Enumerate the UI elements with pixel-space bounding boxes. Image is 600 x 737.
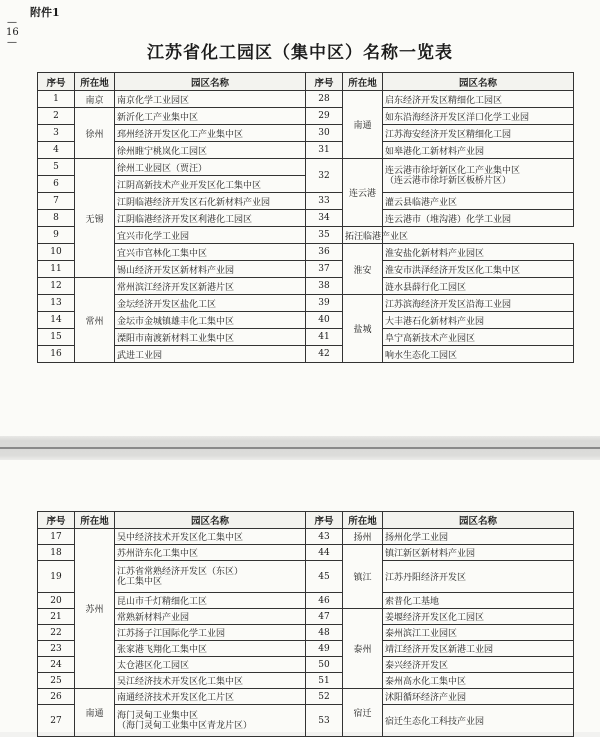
row-number: 41 bbox=[306, 329, 343, 346]
park-name: 镇江新区新材料产业园 bbox=[383, 545, 574, 561]
park-name: 江苏滨海经济开发区沿海工业园 bbox=[383, 295, 574, 312]
row-number: 46 bbox=[306, 593, 343, 609]
row-number: 6 bbox=[38, 176, 75, 193]
park-name: 大丰港石化新材料产业园 bbox=[383, 312, 574, 329]
row-number: 13 bbox=[38, 295, 75, 312]
header-park-name: 园区名称 bbox=[115, 512, 306, 529]
row-number: 42 bbox=[306, 346, 343, 363]
park-name: 靖江经济开发区新港工业园 bbox=[383, 641, 574, 657]
park-name: 宜兴市化学工业园 bbox=[115, 227, 306, 244]
table-header-row bbox=[38, 73, 574, 91]
row-number: 3 bbox=[38, 125, 75, 142]
park-name: 徐州工业园区（贾汪） bbox=[115, 159, 306, 176]
park-name: 常州滨江经济开发区新港片区 bbox=[115, 278, 306, 295]
row-number: 39 bbox=[306, 295, 343, 312]
park-name bbox=[115, 705, 306, 737]
row-number: 52 bbox=[306, 689, 343, 705]
table-row bbox=[38, 142, 574, 159]
location-cell: 徐州 bbox=[75, 108, 115, 159]
row-number: 12 bbox=[38, 278, 75, 295]
table-row bbox=[38, 193, 574, 210]
header-park-name: 园区名称 bbox=[383, 73, 574, 91]
row-number: 34 bbox=[306, 210, 343, 227]
page-separator-line bbox=[0, 447, 600, 449]
table-row bbox=[38, 159, 574, 176]
table-row bbox=[38, 705, 574, 721]
row-number: 18 bbox=[38, 545, 75, 561]
park-table-1 bbox=[37, 72, 574, 363]
row-number: 50 bbox=[306, 657, 343, 673]
row-number: 21 bbox=[38, 609, 75, 625]
row-number: 26 bbox=[38, 689, 75, 705]
row-number: 44 bbox=[306, 545, 343, 561]
table-row bbox=[38, 329, 574, 346]
row-number: 10 bbox=[38, 244, 75, 261]
row-number: 19 bbox=[38, 561, 75, 593]
park-table-2 bbox=[37, 511, 574, 737]
park-name: 如皋港化工新材料产业园 bbox=[383, 142, 574, 159]
park-name: 泰州高水化工集中区 bbox=[383, 673, 574, 689]
park-name bbox=[383, 159, 574, 193]
row-number: 43 bbox=[306, 529, 343, 545]
row-number: 17 bbox=[38, 529, 75, 545]
park-name: 阜宁高新技术产业园区 bbox=[383, 329, 574, 346]
header-location: 所在地 bbox=[75, 512, 115, 529]
table-row bbox=[38, 312, 574, 329]
park-name: 启东经济开发区精细化工园区 bbox=[383, 91, 574, 108]
location-cell: 连云港 bbox=[343, 159, 383, 227]
park-name: 索普化工基地 bbox=[383, 593, 574, 609]
attachment-label: 附件1 bbox=[30, 6, 60, 19]
park-name-line: （连云港市徐圩新区板桥片区） bbox=[385, 175, 512, 186]
park-name: 江苏丹阳经济开发区 bbox=[383, 561, 574, 593]
park-name: 邳州经济开发区化工产业集中区 bbox=[115, 125, 306, 142]
row-number: 45 bbox=[306, 561, 343, 593]
table-row bbox=[38, 108, 574, 125]
park-name: 吴江经济技术开发区化工集中区 bbox=[115, 673, 306, 689]
row-number: 4 bbox=[38, 142, 75, 159]
row-number: 48 bbox=[306, 625, 343, 641]
row-number: 36 bbox=[306, 244, 343, 261]
row-number: 49 bbox=[306, 641, 343, 657]
park-name: 昆山市千灯精细化工区 bbox=[115, 593, 306, 609]
header-no: 序号 bbox=[38, 73, 75, 91]
table-row bbox=[38, 244, 574, 261]
location-cell: 扬州 bbox=[343, 529, 383, 545]
park-name: 江阴高新技术产业开发区化工集中区 bbox=[115, 176, 306, 193]
park-name: 涟水县薛行化工园区 bbox=[383, 278, 574, 295]
row-number: 27 bbox=[38, 705, 75, 737]
park-name: 苏州浒东化工集中区 bbox=[115, 545, 306, 561]
row-number: 23 bbox=[38, 641, 75, 657]
location-cell: 苏州 bbox=[75, 529, 115, 689]
location-cell: 常州 bbox=[75, 278, 115, 363]
row-number: 37 bbox=[306, 261, 343, 278]
table-header-row bbox=[38, 512, 574, 529]
park-name-line: 连云港市徐圩新区化工产业集中区 bbox=[385, 165, 521, 176]
table-row bbox=[38, 278, 574, 295]
row-number: 32 bbox=[306, 159, 343, 193]
park-name bbox=[115, 561, 306, 593]
park-name: 江阴临港经济开发区利港化工园区 bbox=[115, 210, 306, 227]
location-cell: 无锡 bbox=[75, 159, 115, 278]
park-name: 如东沿海经济开发区洋口化学工业园 bbox=[383, 108, 574, 125]
table-row bbox=[38, 91, 574, 108]
location-cell: 泰州 bbox=[343, 609, 383, 689]
park-name: 南京化学工业园区 bbox=[115, 91, 306, 108]
location-cell: 淮安 bbox=[343, 244, 383, 295]
row-number: 51 bbox=[306, 673, 343, 689]
row-number: 14 bbox=[38, 312, 75, 329]
row-number: 25 bbox=[38, 673, 75, 689]
location-cell: 镇江 bbox=[343, 545, 383, 609]
park-name: 泰州滨江工业园区 bbox=[383, 625, 574, 641]
park-name: 泰兴经济开发区 bbox=[383, 657, 574, 673]
row-number: 31 bbox=[306, 142, 343, 159]
location-cell: 盐城 bbox=[343, 295, 383, 363]
header-location: 所在地 bbox=[343, 73, 383, 91]
table-row bbox=[38, 673, 574, 689]
table-row bbox=[38, 125, 574, 142]
park-name: 太仓港区化工园区 bbox=[115, 657, 306, 673]
park-name: 常熟新材料产业园 bbox=[115, 609, 306, 625]
park-name-line: 江苏省常熟经济开发区（东区） bbox=[117, 566, 244, 577]
park-name: 扬州化学工业园 bbox=[383, 529, 574, 545]
header-location: 所在地 bbox=[75, 73, 115, 91]
park-name: 溧阳市南渡新材料工业集中区 bbox=[115, 329, 306, 346]
table-row bbox=[38, 625, 574, 641]
table-row bbox=[38, 346, 574, 363]
row-number: 7 bbox=[38, 193, 75, 210]
location-cell: 南京 bbox=[75, 91, 115, 108]
row-number: 20 bbox=[38, 593, 75, 609]
park-name-line: 海门灵甸工业集中区 bbox=[117, 710, 199, 721]
park-name-line: 化工集中区 bbox=[117, 576, 163, 587]
table-row bbox=[38, 261, 574, 278]
location-cell: 南通 bbox=[343, 91, 383, 159]
park-name: 灌云县临港产业区 bbox=[383, 193, 574, 210]
row-number: 40 bbox=[306, 312, 343, 329]
table-row bbox=[38, 609, 574, 625]
park-name-line: （海门灵甸工业集中区青龙片区） bbox=[117, 720, 253, 731]
park-name: 拓汪临港产业区 bbox=[343, 227, 383, 244]
location-cell: 南通 bbox=[75, 689, 115, 737]
row-number: 1 bbox=[38, 91, 75, 108]
row-number: 35 bbox=[306, 227, 343, 244]
page-number: — 16 — bbox=[6, 17, 19, 48]
row-number: 22 bbox=[38, 625, 75, 641]
table-row bbox=[38, 561, 574, 577]
table-row bbox=[38, 529, 574, 545]
header-no: 序号 bbox=[306, 73, 343, 91]
document-title: 江苏省化工园区（集中区）名称一览表 bbox=[147, 43, 453, 63]
row-number: 24 bbox=[38, 657, 75, 673]
header-no: 序号 bbox=[38, 512, 75, 529]
row-number: 8 bbox=[38, 210, 75, 227]
header-park-name: 园区名称 bbox=[115, 73, 306, 91]
table-row bbox=[38, 641, 574, 657]
table-row bbox=[38, 593, 574, 609]
header-location: 所在地 bbox=[343, 512, 383, 529]
park-name: 锡山经济开发区新材料产业园 bbox=[115, 261, 306, 278]
row-number: 38 bbox=[306, 278, 343, 295]
location-cell: 宿迁 bbox=[343, 689, 383, 737]
park-name: 金坛经济开发区盐化工区 bbox=[115, 295, 306, 312]
row-number: 2 bbox=[38, 108, 75, 125]
header-park-name: 园区名称 bbox=[383, 512, 574, 529]
park-name: 张家港飞翔化工集中区 bbox=[115, 641, 306, 657]
park-name: 宿迁生态化工科技产业园 bbox=[383, 705, 574, 737]
park-name: 江阴临港经济开发区石化新材料产业园 bbox=[115, 193, 306, 210]
row-number: 9 bbox=[38, 227, 75, 244]
park-name: 响水生态化工园区 bbox=[383, 346, 574, 363]
row-number: 47 bbox=[306, 609, 343, 625]
park-name: 新沂化工产业集中区 bbox=[115, 108, 306, 125]
table-row bbox=[38, 689, 574, 705]
park-name: 淮安市洪泽经济开发区化工集中区 bbox=[383, 261, 574, 278]
row-number: 5 bbox=[38, 159, 75, 176]
row-number: 28 bbox=[306, 91, 343, 108]
table-row bbox=[38, 210, 574, 227]
row-number: 30 bbox=[306, 125, 343, 142]
row-number: 11 bbox=[38, 261, 75, 278]
park-name: 沭阳循环经济产业园 bbox=[383, 689, 574, 705]
row-number: 53 bbox=[306, 705, 343, 737]
table-row bbox=[38, 545, 574, 561]
header-no: 序号 bbox=[306, 512, 343, 529]
park-name: 连云港市（堆沟港）化学工业园 bbox=[383, 210, 574, 227]
park-name: 徐州睢宁桃岚化工园区 bbox=[115, 142, 306, 159]
park-name: 宜兴市官林化工集中区 bbox=[115, 244, 306, 261]
park-name: 淮安盐化新材料产业园区 bbox=[383, 244, 574, 261]
park-name: 江苏海安经济开发区精细化工园 bbox=[383, 125, 574, 142]
park-name: 江苏扬子江国际化学工业园 bbox=[115, 625, 306, 641]
park-name: 姜堰经济开发区化工园区 bbox=[383, 609, 574, 625]
row-number: 15 bbox=[38, 329, 75, 346]
park-name: 金坛市金城镇雄丰化工集中区 bbox=[115, 312, 306, 329]
park-name: 武进工业园 bbox=[115, 346, 306, 363]
table-row bbox=[38, 295, 574, 312]
park-name: 吴中经济技术开发区化工集中区 bbox=[115, 529, 306, 545]
park-name: 南通经济技术开发区化工片区 bbox=[115, 689, 306, 705]
table-row bbox=[38, 657, 574, 673]
row-number: 33 bbox=[306, 193, 343, 210]
row-number: 16 bbox=[38, 346, 75, 363]
table-row bbox=[38, 227, 574, 244]
row-number: 29 bbox=[306, 108, 343, 125]
